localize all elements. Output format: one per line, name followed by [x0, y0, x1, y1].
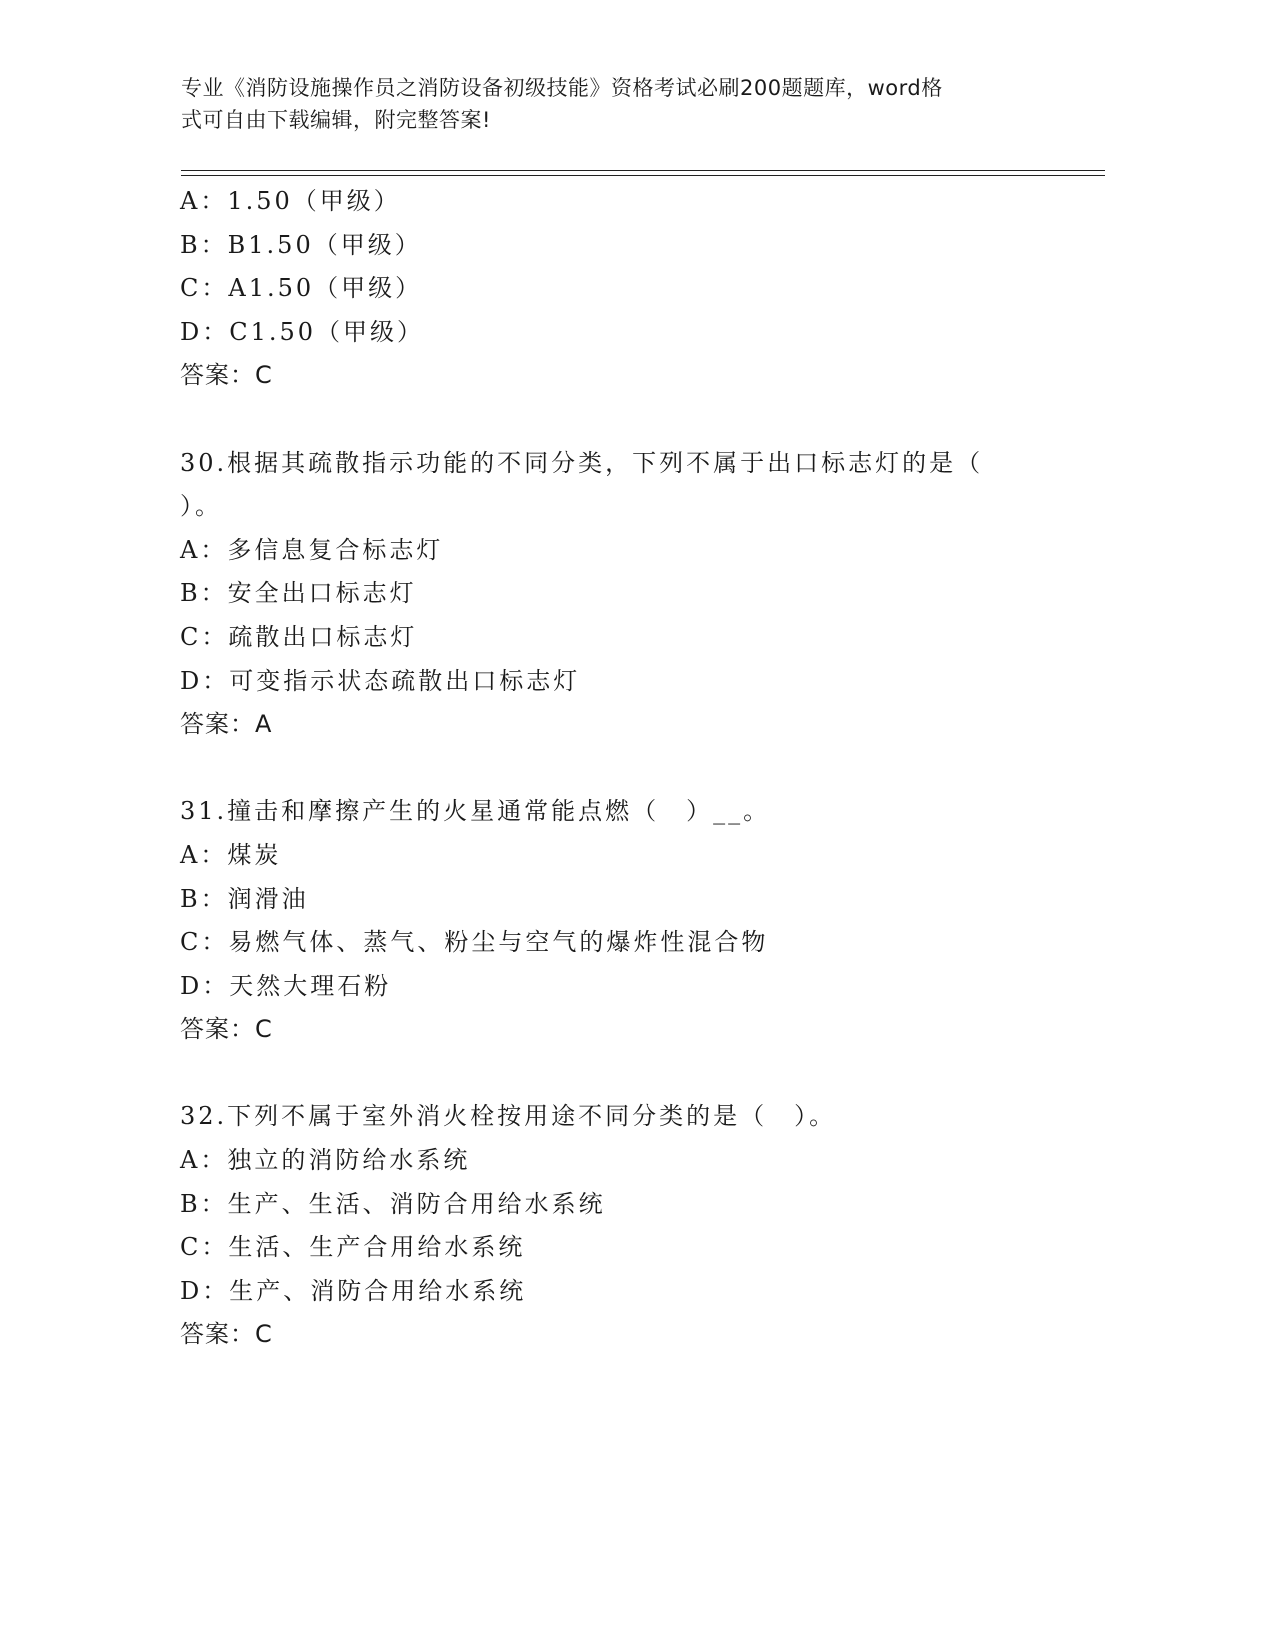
option-b: B：生产、生活、消防合用给水系统: [180, 1189, 606, 1218]
question-stem-continued: ）。: [180, 492, 222, 521]
header-divider-top: [181, 170, 1105, 171]
option-c: C：疏散出口标志灯: [180, 622, 418, 651]
question-block: [180, 442, 1080, 747]
spacer: [180, 398, 1080, 442]
question-block: [180, 1095, 1080, 1357]
option-a: A：1.50（甲级）: [180, 187, 401, 215]
question-stem: 31.撞击和摩擦产生的火星通常能点燃（ ）__。: [180, 797, 771, 826]
option-a: A：独立的消防给水系统: [180, 1146, 471, 1175]
question-block: [180, 790, 1080, 1052]
answer-line: 答案：C: [180, 1320, 273, 1349]
option-c: C：易燃气体、蒸气、粉尘与空气的爆炸性混合物: [180, 928, 769, 957]
option-c: C：A1.50（甲级）: [180, 274, 423, 303]
option-c: C：生活、生产合用给水系统: [180, 1233, 526, 1262]
option-b: B：安全出口标志灯: [180, 579, 417, 608]
option-d: D：生产、消防合用给水系统: [180, 1276, 527, 1305]
question-stem: 32.下列不属于室外消火栓按用途不同分类的是（ ）。: [180, 1102, 837, 1131]
answer-line: 答案：A: [180, 710, 273, 739]
option-d: D：C1.50（甲级）: [180, 317, 425, 346]
answer-line: 答案：C: [180, 361, 273, 390]
answer-line: 答案：C: [180, 1015, 273, 1044]
spacer: [180, 1052, 1080, 1096]
option-d: D：可变指示状态疏散出口标志灯: [180, 666, 581, 695]
option-a: A：煤炭: [180, 840, 282, 869]
question-stem: 30.根据其疏散指示功能的不同分类，下列不属于出口标志灯的是（: [180, 448, 984, 477]
header-line-2: 式可自由下载编辑，附完整答案!: [181, 108, 491, 132]
header-divider-bottom: [181, 175, 1105, 176]
option-b: B：润滑油: [180, 884, 309, 913]
option-b: B：B1.50（甲级）: [180, 230, 422, 259]
spacer: [180, 747, 1080, 791]
question-list: [180, 180, 1080, 1357]
question-block: [180, 180, 1080, 398]
header-line-1: 专业《消防设施操作员之消防设备初级技能》资格考试必刷200题题库，word格: [181, 76, 943, 100]
option-a: A：多信息复合标志灯: [180, 535, 444, 564]
option-d: D：天然大理石粉: [180, 971, 392, 1000]
document-header: [181, 72, 1041, 136]
